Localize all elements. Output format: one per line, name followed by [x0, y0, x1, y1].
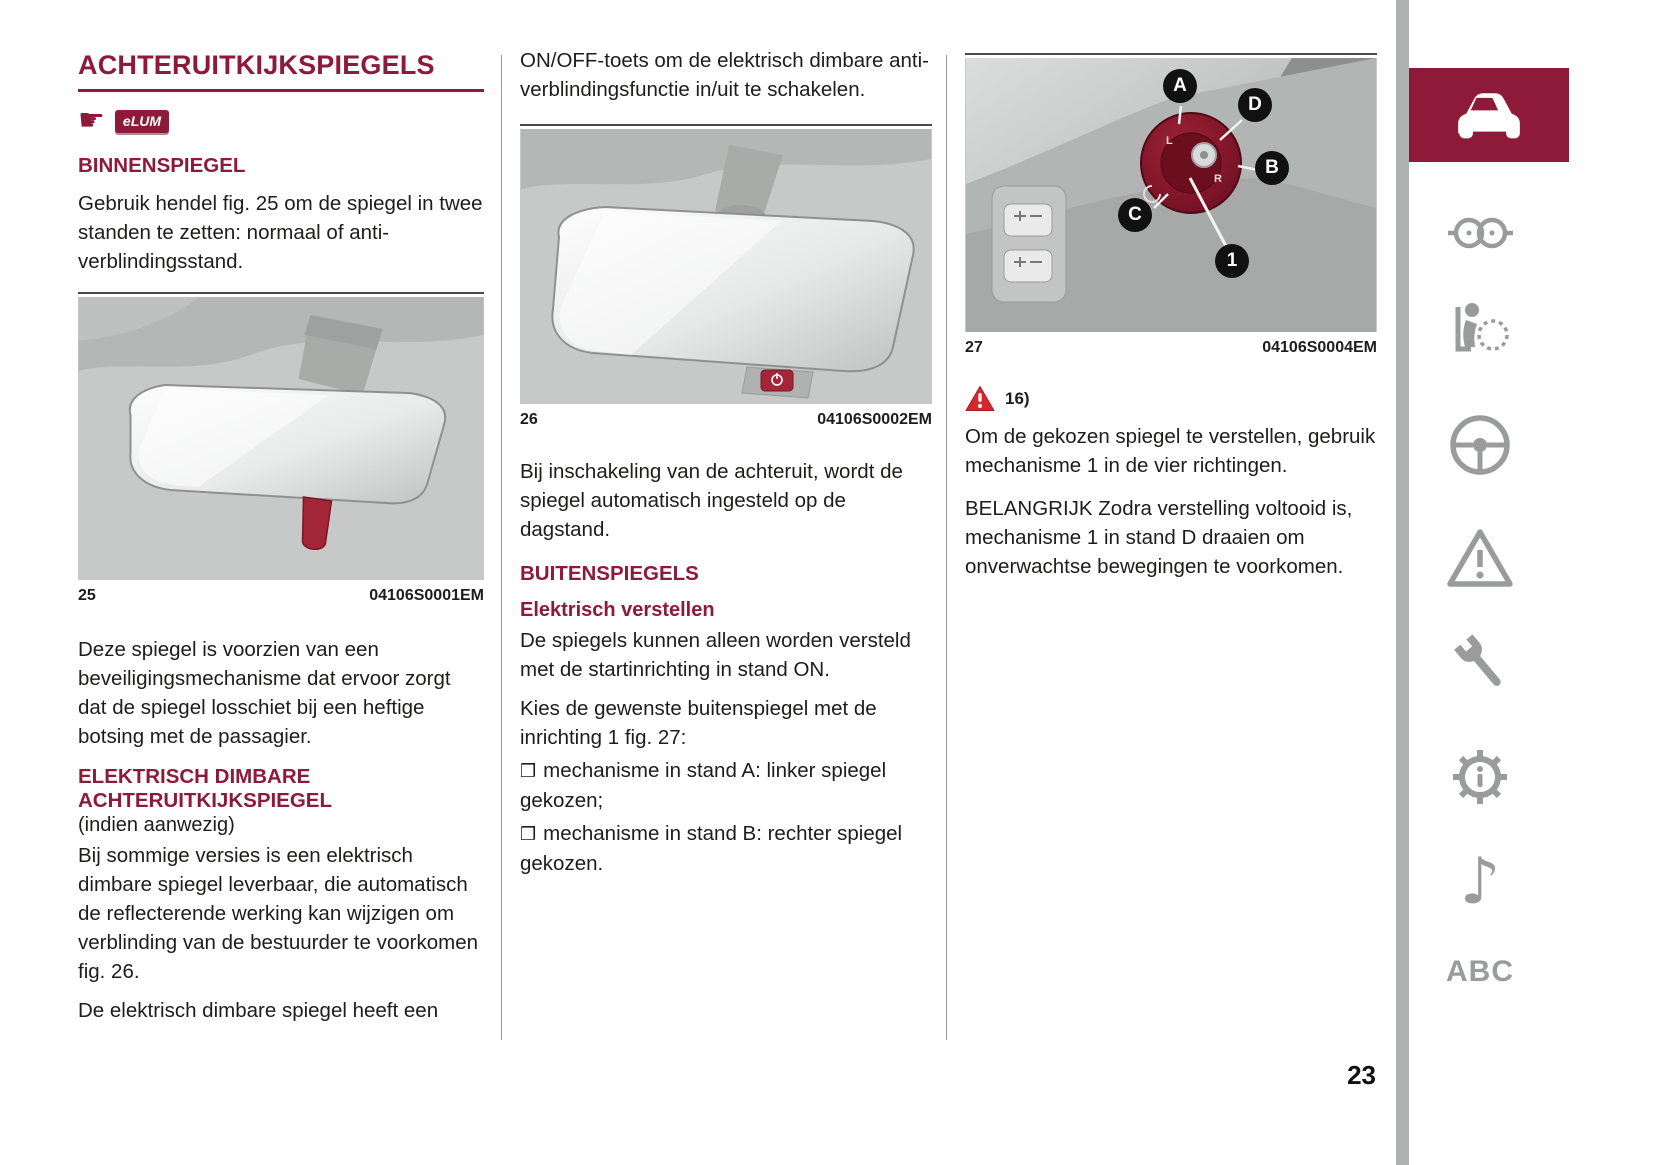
music-note-glyph: ♪ — [1459, 845, 1501, 919]
figure-code: 04106S0004EM — [1262, 339, 1377, 356]
column-divider — [946, 55, 947, 1040]
paragraph: Om de gekozen spiegel te verstellen, gebruik mechanisme 1 in de vier richtingen. — [965, 425, 1376, 477]
bullet-square-icon: ❒ — [520, 823, 537, 844]
sidebar-item-abc[interactable]: ABC — [1446, 955, 1514, 988]
figure-25-image — [78, 297, 484, 580]
heading-elektrisch-dimbare: ELEKTRISCH DIMBARE ACHTERUITKIJKSPIEGEL — [78, 764, 332, 813]
car-icon — [1443, 83, 1535, 147]
figure-number: 26 — [520, 411, 538, 428]
figure-code: 04106S0002EM — [817, 411, 932, 428]
heading-buitenspiegels: BUITENSPIEGELS — [520, 562, 699, 585]
bullet-text: mechanisme in stand B: rechter spiegel gekozen. — [520, 821, 903, 875]
paragraph: Bij inschakeling van de achteruit, wordt de spiegel automatisch ingesteld op de dagstand. — [520, 460, 903, 541]
paragraph: ON/OFF-toets om de elektrisch dimbare anti-verblindingsfunctie in/uit te schakelen. — [520, 49, 929, 101]
figure-number: 27 — [965, 339, 983, 356]
page-number: 23 — [1347, 1060, 1376, 1090]
column-right — [965, 46, 1377, 581]
warning-row — [965, 385, 1377, 412]
knob-mark-right: R — [1214, 173, 1222, 185]
warning-triangle-icon[interactable] — [1440, 520, 1520, 600]
airbag-icon[interactable] — [1440, 288, 1520, 368]
paragraph: Deze spiegel is voorzien van een beveiligingsmechanisme dat ervoor zorgt dat de spiegel losschiet bij een heftige botsing met de passagier. — [78, 637, 451, 748]
figure-27 — [965, 53, 1377, 357]
warning-reference: 16) — [1005, 388, 1030, 408]
bullet-square-icon: ❒ — [520, 760, 537, 781]
paragraph: BELANGRIJK Zodra verstelling voltooid is, mechanisme 1 in stand D draaien om onverwachtse bewegingen te voorkomen. — [965, 497, 1353, 578]
figure-number: 25 — [78, 586, 96, 604]
fig27-label-a: A — [1163, 69, 1197, 103]
dimming-mirror-illustration — [520, 129, 932, 404]
warning-triangle-icon — [965, 385, 995, 412]
bullet-text: mechanisme in stand A: linker spiegel gekozen; — [520, 758, 887, 812]
steering-wheel-icon[interactable] — [1440, 405, 1520, 485]
bullet-item — [520, 756, 932, 815]
sidebar-strip — [1396, 0, 1409, 1165]
figure-27-caption — [965, 339, 1377, 357]
figure-26-image — [520, 129, 932, 404]
paragraph: De elektrisch dimbare spiegel heeft een — [78, 998, 439, 1022]
paragraph: De spiegels kunnen alleen worden versteld met de startinrichting in stand ON. — [520, 628, 911, 681]
fig27-label-b: B — [1255, 151, 1289, 185]
figure-26 — [520, 124, 932, 429]
fig27-label-c: C — [1118, 198, 1152, 232]
column-left — [78, 50, 484, 1025]
pointing-hand-icon: ☛ — [78, 104, 105, 137]
column-divider — [501, 55, 502, 1040]
bullet-item — [520, 819, 932, 878]
figure-27-image — [965, 58, 1377, 332]
knob-mark-left: L — [1166, 135, 1173, 147]
heading-binnenspiegel: BINNENSPIEGEL — [78, 154, 246, 177]
heading-elektrisch-verstellen: Elektrisch verstellen — [520, 598, 715, 621]
figure-code: 04106S0001EM — [369, 586, 484, 604]
instrument-cluster-icon[interactable] — [1440, 193, 1520, 273]
sidebar-tab-active[interactable] — [1409, 68, 1569, 162]
paragraph: Bij sommige versies is een elektrisch dimbare spiegel leverbaar, die automatisch de reflecterende werking kan wijzigen om verblinding van de bestuurder te voorkomen fig. 26. — [78, 843, 478, 983]
paragraph: Kies de gewenste buitenspiegel met de inrichting 1 fig. 27: — [520, 696, 877, 749]
info-gear-icon[interactable] — [1440, 737, 1520, 817]
fig27-label-d: D — [1238, 88, 1272, 122]
interior-mirror-illustration — [78, 297, 484, 580]
figure-25 — [78, 292, 484, 605]
figure-25-caption — [78, 587, 484, 605]
page-title: ACHTERUITKIJKSPIEGELS — [78, 50, 484, 92]
heading-note: (indien aanwezig) — [78, 813, 235, 836]
figure-26-caption — [520, 411, 932, 429]
music-note-icon[interactable] — [1440, 842, 1520, 922]
fig27-label-1: 1 — [1215, 244, 1249, 278]
paragraph: Gebruik hendel fig. 25 om de spiegel in twee standen te zetten: normaal of anti-verblindingsstand. — [78, 191, 483, 273]
elum-row — [78, 104, 484, 138]
elum-badge: eLUM — [115, 110, 169, 133]
column-middle — [520, 46, 932, 878]
wrench-icon[interactable] — [1440, 625, 1520, 705]
